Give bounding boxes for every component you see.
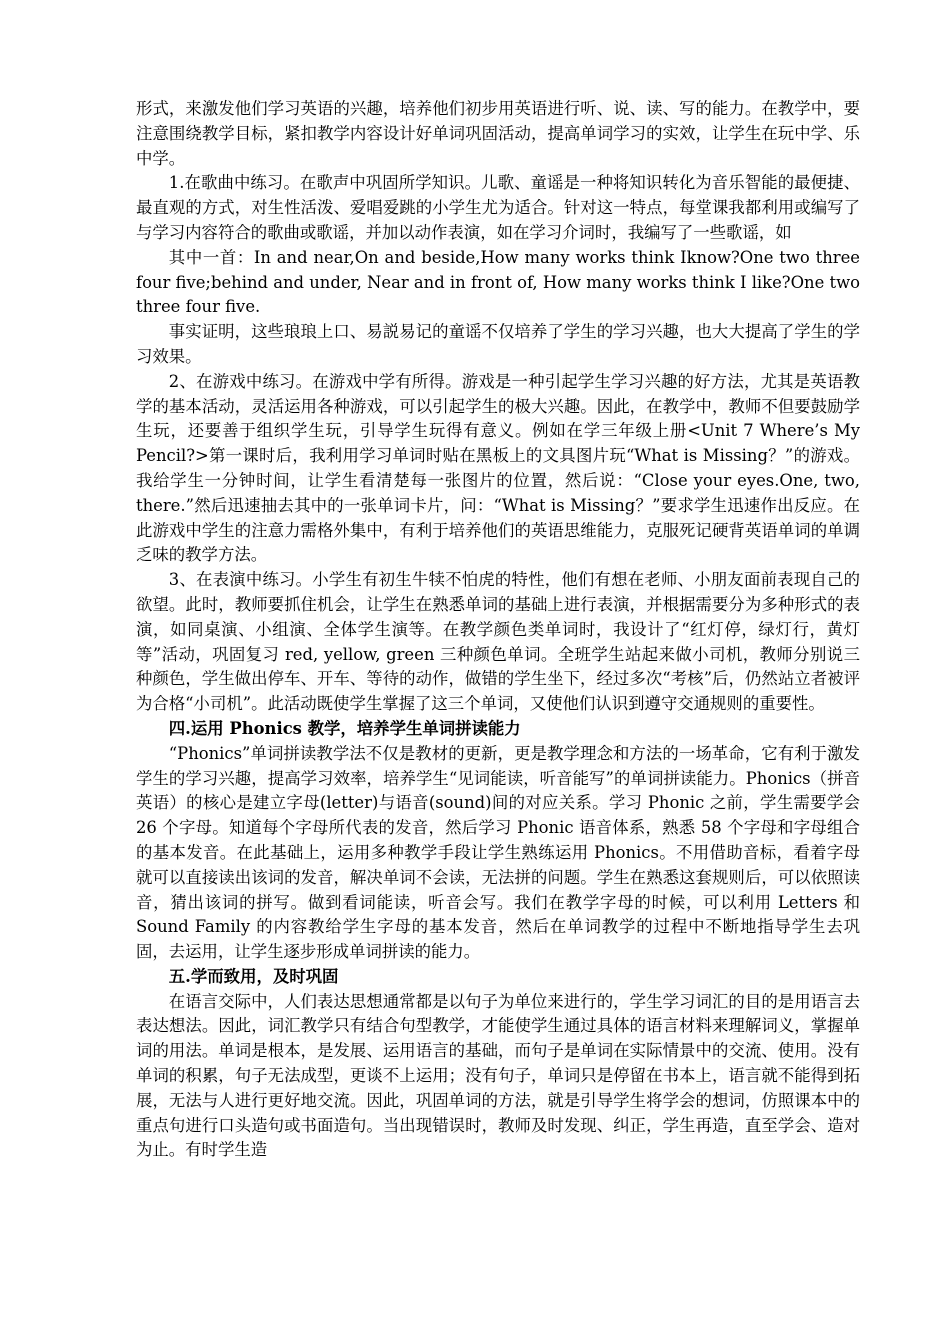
paragraph-practice-games: 2、在游戏中练习。在游戏中学有所得。游戏是一种引起学生学习兴趣的好方法，尤其是英语教学的基本活动，灵活运用各种游戏，可以引起学生的极大兴趣。因此，在教学中，教师不但要鼓励学生玩，还要善于组织学生玩，引导学生玩得有意义。例如在学三年级上册<Unit 7 Where’s My Pencil?>第一课时后，我利用学习单词时贴在黑板上的文具图片玩“What is Missing？”的游戏。我给学生一分钟时间，让学生看清楚每一张图片的位置，然后说：“Close your eyes.One, two, there.”然后迅速抽去其中的一张单词卡片，问：“What is Missing？”要求学生迅速作出反应。在此游戏中学生的注意力需格外集中，有利于培养他们的英语思维能力，克服死记硬背英语单词的单调乏味的教学方法。: [136, 371, 860, 565]
paragraph-intro-continued: 形式，来激发他们学习英语的兴趣，培养他们初步用英语进行听、说、读、写的能力。在教学中，要注意围绕教学目标，紧扣教学内容设计好单词巩固活动，提高单词学习的实效，让学生在玩中学、乐中学。: [136, 99, 860, 168]
section-heading-phonics: 四.运用 Phonics 教学，培养学生单词拼读能力: [168, 718, 521, 738]
paragraph-song-effect: 事实证明，这些琅琅上口、易説易记的童谣不仅培养了学生的学习兴趣，也大大提高了学生的学习效果。: [136, 322, 860, 366]
paragraph-phonics: “Phonics”单词拼读教学法不仅是教材的更新，更是教学理念和方法的一场革命，它有利于激发学生的学习兴趣，提高学习效率，培养学生“见词能读，听音能写”的单词拼读能力。Phonics（拼音英语）的核心是建立字母(letter)与语音(sound)间的对应关系。学习 Phonic 之前，学生需要学会 26 个字母。知道每个字母所代表的发音，然后学习 Phonic 语音体系，熟悉 58 个字母和字母组合的基本发音。在此基础上，运用多种教学手段让学生熟练运用 Phonics。不用借助音标，看着字母就可以直接读出该词的发音，解决单词不会读，无法拼的问题。学生在熟悉这套规则后，可以依照读音，猜出该词的拼写。做到看词能读，听音会写。我们在教学字母的时候，可以利用 Letters 和 Sound Family 的内容教给学生字母的基本发音，然后在单词教学的过程中不断地指导学生去巩固，去运用，让学生逐步形成单词拼读的能力。: [136, 743, 860, 962]
document-page: [136, 97, 860, 1163]
paragraph-song-lyrics: 其中一首：In and near,On and beside,How many works think Iknow?One two three four five;behind and under, Near and in front of, How many works think I like?One two three four five.: [136, 247, 860, 317]
paragraph-practice-songs: 1.在歌曲中练习。在歌声中巩固所学知识。儿歌、童谣是一种将知识转化为音乐智能的最便捷、最直观的方式，对生性活泼、爱唱爱跳的小学生尤为适合。针对这一特点，每堂课我都利用或编写了与学习内容符合的歌曲或歌谣，并加以动作表演，如在学习介词时，我编写了一些歌谣，如: [136, 173, 860, 242]
paragraph-application: 在语言交际中，人们表达思想通常都是以句子为单位来进行的，学生学习词汇的目的是用语言去表达想法。因此，词汇教学只有结合句型教学，才能使学生通过具体的语言材料来理解词义，掌握单词的用法。单词是根本，是发展、运用语言的基础，而句子是单词在实际情景中的交流、使用。没有单词的积累，句子无法成型，更谈不上运用；没有句子，单词只是停留在书本上，语言就不能得到拓展，无法与人进行更好地交流。因此，巩固单词的方法，就是引导学生将学会的想词，仿照课本中的重点句进行口头造句或书面造句。当出现错误时，教师及时发现、纠正，学生再造，直至学会、造对为止。有时学生造: [136, 991, 860, 1160]
paragraph-practice-performance: 3、在表演中练习。小学生有初生牛犊不怕虎的特性，他们有想在老师、小朋友面前表现自己的欲望。此时，教师要抓住机会，让学生在熟悉单词的基础上进行表演，并根据需要分为多种形式的表演，如同桌演、小组演、全体学生演等。在教学颜色类单词时，我设计了“红灯停，绿灯行，黄灯等”活动，巩固复习 red, yellow, green 三种颜色单词。全班学生站起来做小司机，教师分别说三种颜色，学生做出停车、开车、等待的动作，做错的学生坐下，经过多次“考核”后，仍然站立者被评为合格“小司机”。此活动既使学生掌握了这三个单词，又使他们认识到遵守交通规则的重要性。: [136, 570, 860, 714]
section-heading-application: 五.学而致用，及时巩固: [168, 966, 339, 986]
